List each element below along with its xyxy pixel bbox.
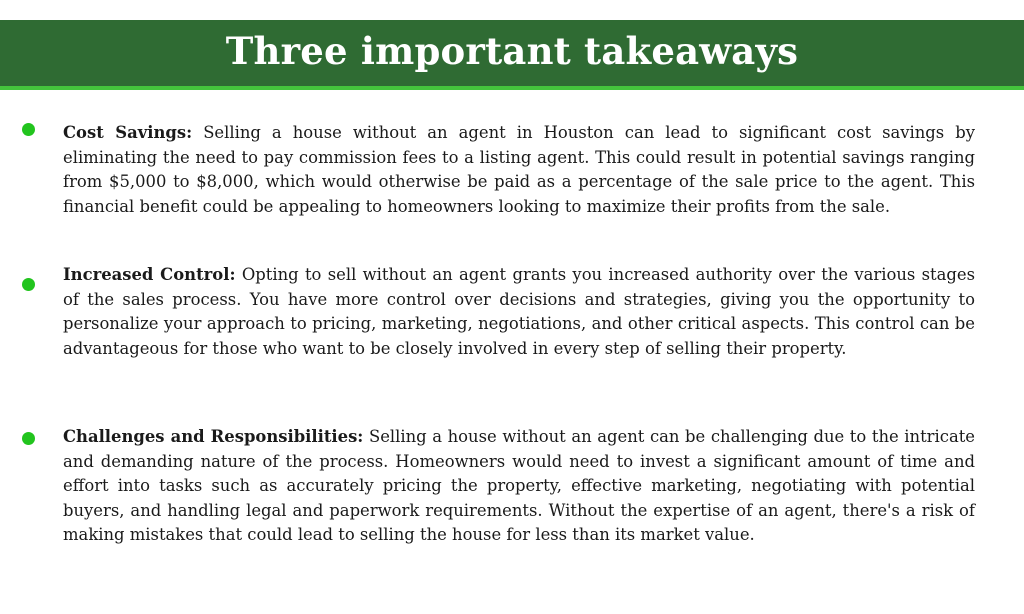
takeaway-challenges <box>63 425 975 548</box>
takeaway-heading: Cost Savings: <box>63 123 193 142</box>
takeaway-increased-control <box>63 263 975 361</box>
takeaway-body: Selling a house without an agent can be challenging due to the intricate and demanding nature of the process. Homeowners would need to invest a significant amount of time and effort into tasks such as accurately pricing the property, effective marketing, negotiating with potential buyers, and handling legal and paperwork requirements. Without the expertise of an agent, there's a risk of making mistakes that could lead to selling the house for less than its market value. <box>63 427 975 545</box>
takeaway-heading: Increased Control: <box>63 265 236 284</box>
takeaway-body: Opting to sell without an agent grants you increased authority over the various stages of the sales process. You have more control over decisions and strategies, giving you the opportunity to personalize your approach to pricing, marketing, negotiations, and other critical aspects. This control can be advantageous for those who want to be closely involved in every step of selling their property. <box>63 265 975 358</box>
bullet-dot-icon <box>22 123 35 136</box>
takeaway-body: Selling a house without an agent in Houston can lead to significant cost savings by eliminating the need to pay commission fees to a listing agent. This could result in potential savings ranging from $5,000 to $8,000, which would otherwise be paid as a percentage of the sale price to the agent. This financial benefit could be appealing to homeowners looking to maximize their profits from the sale. <box>63 123 975 216</box>
bullet-dot-icon <box>22 278 35 291</box>
takeaway-heading: Challenges and Responsibilities: <box>63 427 364 446</box>
bullet-dot-icon <box>22 432 35 445</box>
header-bar <box>0 20 1024 90</box>
takeaway-cost-savings <box>63 121 975 219</box>
page-title: Three important takeaways <box>225 29 799 73</box>
